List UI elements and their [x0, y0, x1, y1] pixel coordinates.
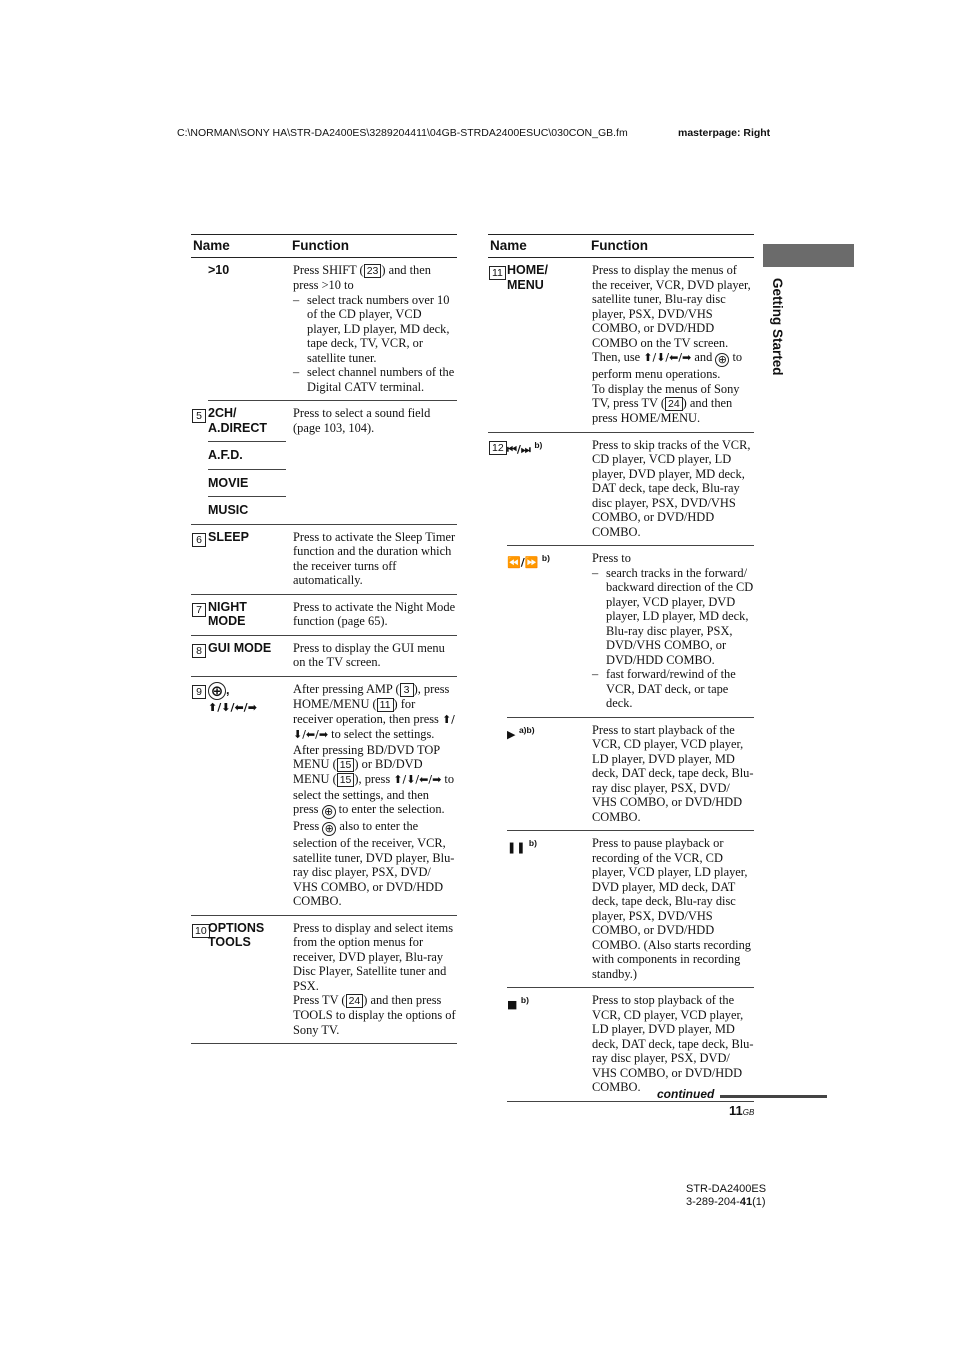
stop-icon: ■ [507, 998, 518, 1012]
function-description: Press to pause playback or recording of the VCR, CD player, VCD player, LD player, DVD player, MD deck, DAT deck, tape deck, Blu-ray disc player, PSX, DVD/VHS COMBO, or DVD/HDD COMBO. (Also starts recording with components in recording standby.) [589, 831, 754, 988]
arrow-keys-icon: ⬆/⬇/⬅/➡ [293, 712, 455, 741]
callout-number: 10 [192, 924, 210, 938]
footnote-marker: b) [534, 439, 543, 450]
bullet-item: – select track numbers over 10 of the CD player, VCD player, LD player, MD deck, tape deck, TV, VCR, or satellite tuner. [293, 293, 457, 366]
callout-number: 11 [489, 266, 506, 280]
left-function-table [191, 234, 457, 1044]
table-row: 9 ⊕ , ⬆/⬇/⬅/➡ After pressing AMP ( 3 ), press HOME/MENU ( 11 ) for receiver operation, then press ⬆/⬇/⬅/➡ to select the settings. After pressing BD/DVD TOP MENU ( 15 ) or BD/DVD MENU ( 15 ), press ⬆/⬇/⬅/➡ to select the settings, and then press ⊕ to enter the selection. Press ⊕ also to enter the selection of the receiver, VCR, satellite tuner, DVD player, Blu-ray disc player, PSX, DVD/ VHS COMBO, or DVD/HDD COMBO. [191, 676, 457, 915]
table-row [191, 635, 457, 676]
button-name: MUSIC [208, 496, 286, 518]
callout-number: 15 [337, 773, 355, 787]
function-description: Press to activate the Sleep Timer function and the duration which the receiver turns off automatically. [290, 524, 457, 594]
button-name: NIGHT MODE [208, 594, 290, 635]
table-row [191, 915, 457, 1044]
function-description: Press to activate the Night Mode function (page 65). [290, 594, 457, 635]
button-name: GUI MODE [208, 635, 290, 676]
rewind-fastforward-icon: ⏪/⏩ [507, 556, 539, 570]
callout-number: 7 [192, 603, 206, 617]
callout-number: 6 [192, 533, 206, 547]
arrow-keys-icon: ⬆/⬇/⬅/➡ [643, 351, 692, 364]
callout-number: 23 [364, 264, 382, 278]
enter-icon: ⊕ [208, 682, 226, 700]
function-description: Press SHIFT ( 23 ) and then press >10 to – select track numbers over 10 of the CD player, VCD player, LD player, MD deck, tape deck, TV, VCR, or satellite tuner. – select channel numbers of the Digital CATV terminal. [290, 258, 457, 401]
function-description: Press to skip tracks of the VCR, CD player, VCD player, LD player, DVD player, MD deck, DAT deck, tape deck, Blu-ray disc player, PSX, DVD/VHS COMBO, or DVD/HDD COMBO. [589, 432, 754, 546]
function-description: Press to display the menus of the receiver, VCR, DVD player, satellite tuner, Blu-ray disc player, PSX, DVD/VHS COMBO, or DVD/HDD COMBO on the TV screen. Then, use ⬆/⬇/⬅/➡ and ⊕ to perform menu operations. To display the menus of Sony TV, press TV ( 24 ) and then press HOME/MENU. [589, 258, 754, 433]
arrow-keys-icon: ⬆/⬇/⬅/➡ [208, 700, 257, 714]
function-description: Press to select a sound field (page 103, 104). [290, 401, 457, 525]
callout-number: 24 [665, 397, 683, 411]
function-column-header: Function [589, 235, 754, 258]
button-name: A.F.D. [208, 441, 286, 463]
button-name: >10 [208, 263, 230, 277]
enter-icon: ⊕ [715, 353, 729, 367]
function-column-header: Function [290, 235, 457, 258]
callout-number: 12 [489, 441, 507, 455]
right-function-table [488, 234, 754, 1102]
continued-rule [720, 1095, 827, 1098]
footnote-marker: b) [520, 995, 529, 1005]
section-tab-marker [763, 244, 854, 267]
table-row [488, 717, 754, 831]
button-name: MOVIE [208, 469, 286, 491]
callout-number: 5 [192, 409, 206, 423]
footnote-marker: b) [541, 553, 550, 563]
bullet-item: – select channel numbers of the Digital CATV terminal. [293, 365, 457, 394]
table-row [488, 831, 754, 988]
table-row [191, 594, 457, 635]
function-description: Press to display the GUI menu on the TV screen. [290, 635, 457, 676]
name-column-header: Name [191, 235, 290, 258]
callout-number: 8 [192, 644, 206, 658]
table-row [191, 524, 457, 594]
footnote-marker: a)b) [518, 724, 535, 735]
function-description: Press to stop playback of the VCR, CD player, VCD player, LD player, DVD player, MD deck, DAT deck, tape deck, Blu-ray disc player, PSX, DVD/ VHS COMBO, or DVD/HDD COMBO. [589, 988, 754, 1102]
skip-prev-next-icon: ⏮/⏭ [507, 442, 531, 456]
function-description: After pressing AMP ( 3 ), press HOME/MENU ( 11 ) for receiver operation, then press ⬆/⬇/⬅/➡ to select the settings. After pressing BD/DVD TOP MENU ( 15 ) or BD/DVD MENU ( 15 ), press ⬆/⬇/⬅/➡ to select the settings, and then press ⊕ to enter the selection. Press ⊕ also to enter the selection of the receiver, VCR, satellite tuner, DVD player, Blu-ray disc player, PSX, DVD/ VHS COMBO, or DVD/HDD COMBO. [290, 676, 457, 915]
callout-number: 3 [400, 683, 414, 697]
table-row [488, 258, 754, 433]
callout-number: 11 [377, 698, 394, 712]
bullet-item: – fast forward/rewind of the VCR, DAT deck, or tape deck. [592, 667, 754, 711]
pause-icon: ❚❚ [507, 841, 526, 855]
page-number: 11GB [729, 1103, 755, 1118]
table-row [191, 401, 457, 525]
enter-icon: ⊕ [322, 805, 336, 819]
table-row [488, 546, 754, 718]
table-row [191, 258, 457, 401]
footnote-marker: b) [528, 838, 537, 848]
play-icon: ▶ [507, 727, 516, 741]
function-description: Press to display and select items from the option menus for receiver, DVD player, Blu-ray Disc Player, Satellite tuner and PSX. Press TV ( 24 ) and then press TOOLS to display the options of Sony TV. [290, 915, 457, 1044]
section-side-label: Getting Started [770, 278, 785, 376]
footer-model: STR-DA2400ES [686, 1183, 767, 1195]
button-name: OPTIONS TOOLS [208, 915, 290, 1044]
function-description: Press to – search tracks in the forward/ backward direction of the CD player, VCD player, DVD player, LD player, MD deck, Blu-ray disc player, PSX, DVD/VHS COMBO, or DVD/HDD COMBO. – fast forward/rewind of the VCR, DAT deck, or tape deck. [589, 546, 754, 718]
name-column-header: Name [488, 235, 589, 258]
button-name: HOME/ MENU [507, 258, 589, 433]
button-name: 2CH/ A.DIRECT [208, 406, 268, 435]
footer-code: 3-289-204-41(1) [686, 1196, 766, 1208]
function-description: Press to start playback of the VCR, CD player, VCD player, LD player, DVD player, MD deck, DAT deck, tape deck, Blu-ray disc player, PSX, DVD/ VHS COMBO, or DVD/HDD COMBO. [589, 717, 754, 831]
table-row [488, 432, 754, 546]
continued-label: continued [657, 1087, 715, 1101]
button-name: SLEEP [208, 524, 290, 594]
callout-number: 15 [337, 758, 355, 772]
table-row [488, 988, 754, 1102]
bullet-item: – search tracks in the forward/ backward direction of the CD player, VCD player, DVD player, LD player, MD deck, Blu-ray disc player, PSX, DVD/VHS COMBO, or DVD/HDD COMBO. [592, 566, 754, 668]
arrow-keys-icon: ⬆/⬇/⬅/➡ [393, 773, 442, 786]
file-path: C:\NORMAN\SONY HA\STR-DA2400ES\3289204411\04GB-STRDA2400ESUC\030CON_GB.fm [177, 127, 628, 139]
callout-number: 24 [346, 994, 364, 1008]
enter-icon: ⊕ [322, 822, 336, 836]
masterpage-label: masterpage: Right [678, 127, 771, 139]
callout-number: 9 [192, 685, 206, 699]
